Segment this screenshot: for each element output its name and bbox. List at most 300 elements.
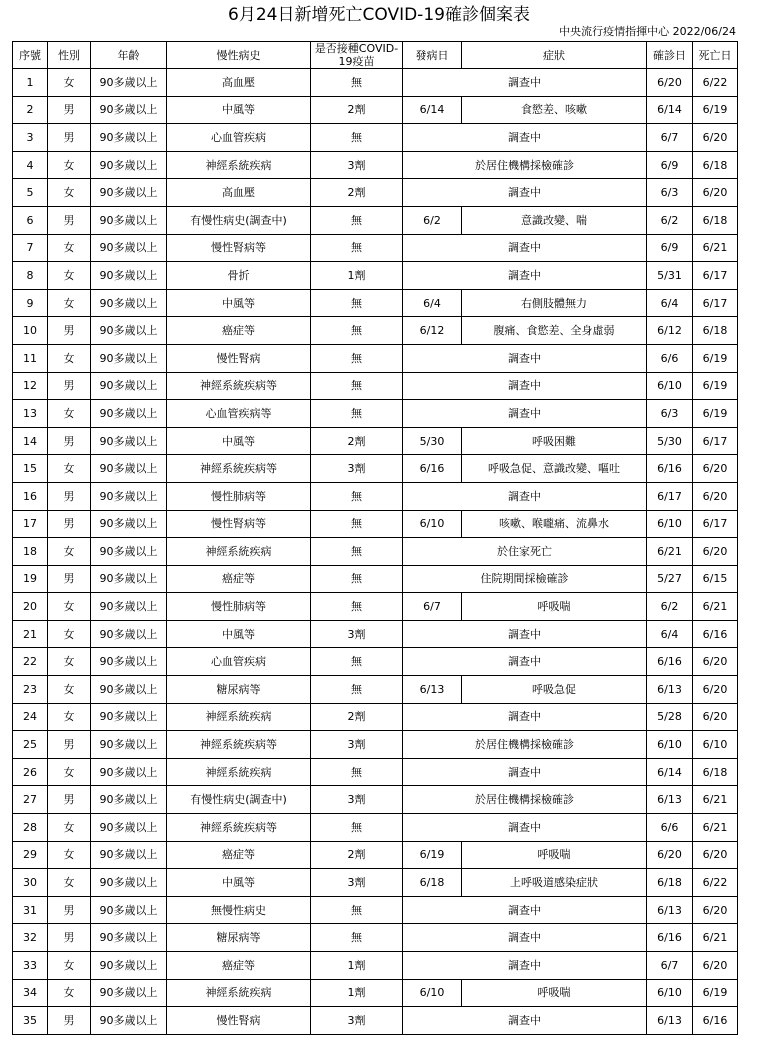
header-confirmed: 確診日 bbox=[647, 42, 693, 69]
cell-vaccine: 無 bbox=[311, 814, 403, 842]
cell-vaccine: 無 bbox=[311, 124, 403, 152]
cell-sex: 男 bbox=[48, 786, 91, 814]
cell-symptoms: 調查中 bbox=[403, 620, 647, 648]
cell-death: 6/15 bbox=[693, 565, 738, 593]
cell-confirmed: 6/10 bbox=[647, 979, 693, 1007]
cell-vaccine: 3劑 bbox=[311, 1007, 403, 1035]
cell-age: 90多歲以上 bbox=[91, 317, 167, 345]
cell-sex: 女 bbox=[48, 648, 91, 676]
cell-seq: 18 bbox=[13, 538, 48, 566]
cell-symptoms: 於居住機構採檢確診 bbox=[403, 151, 647, 179]
header-onset: 發病日 bbox=[403, 42, 462, 69]
cell-age: 90多歲以上 bbox=[91, 538, 167, 566]
header-death: 死亡日 bbox=[693, 42, 738, 69]
cell-symptoms: 調查中 bbox=[403, 179, 647, 207]
cell-confirmed: 6/17 bbox=[647, 482, 693, 510]
cell-sex: 男 bbox=[48, 96, 91, 124]
cell-onset: 6/4 bbox=[403, 289, 462, 317]
table-row bbox=[13, 1007, 738, 1035]
cell-sex: 女 bbox=[48, 400, 91, 428]
cell-vaccine: 3劑 bbox=[311, 731, 403, 759]
cell-chronic: 中風等 bbox=[167, 620, 311, 648]
cell-age: 90多歲以上 bbox=[91, 289, 167, 317]
cell-vaccine: 無 bbox=[311, 924, 403, 952]
cell-sex: 女 bbox=[48, 69, 91, 97]
cell-age: 90多歲以上 bbox=[91, 234, 167, 262]
cell-confirmed: 6/20 bbox=[647, 69, 693, 97]
cell-vaccine: 3劑 bbox=[311, 151, 403, 179]
cell-chronic: 有慢性病史(調查中) bbox=[167, 786, 311, 814]
cell-sex: 女 bbox=[48, 455, 91, 483]
cell-chronic: 無慢性病史 bbox=[167, 896, 311, 924]
cell-onset: 6/10 bbox=[403, 979, 462, 1007]
cell-vaccine: 無 bbox=[311, 482, 403, 510]
cell-death: 6/16 bbox=[693, 620, 738, 648]
cell-seq: 6 bbox=[13, 206, 48, 234]
cell-chronic: 中風等 bbox=[167, 869, 311, 897]
cell-vaccine: 1劑 bbox=[311, 262, 403, 290]
table-row bbox=[13, 676, 738, 704]
cell-sex: 女 bbox=[48, 151, 91, 179]
cell-seq: 34 bbox=[13, 979, 48, 1007]
cell-chronic: 神經系統疾病 bbox=[167, 538, 311, 566]
cell-vaccine: 無 bbox=[311, 69, 403, 97]
cell-age: 90多歲以上 bbox=[91, 482, 167, 510]
cell-onset: 6/7 bbox=[403, 593, 462, 621]
cell-death: 6/21 bbox=[693, 593, 738, 621]
cell-sex: 男 bbox=[48, 731, 91, 759]
cell-vaccine: 無 bbox=[311, 648, 403, 676]
cell-confirmed: 6/13 bbox=[647, 896, 693, 924]
cell-chronic: 慢性肺病等 bbox=[167, 593, 311, 621]
table-row bbox=[13, 262, 738, 290]
header-vaccine: 是否接種COVID-19疫苗 bbox=[311, 42, 403, 69]
cell-onset: 6/18 bbox=[403, 869, 462, 897]
cell-death: 6/22 bbox=[693, 869, 738, 897]
cell-seq: 26 bbox=[13, 758, 48, 786]
cell-chronic: 癌症等 bbox=[167, 952, 311, 980]
cell-sex: 男 bbox=[48, 427, 91, 455]
cell-symptoms: 呼吸急促 bbox=[462, 676, 647, 704]
cell-chronic: 高血壓 bbox=[167, 69, 311, 97]
cell-age: 90多歲以上 bbox=[91, 869, 167, 897]
cell-seq: 9 bbox=[13, 289, 48, 317]
cell-age: 90多歲以上 bbox=[91, 124, 167, 152]
cell-seq: 21 bbox=[13, 620, 48, 648]
cell-death: 6/19 bbox=[693, 372, 738, 400]
table-row bbox=[13, 758, 738, 786]
cell-death: 6/19 bbox=[693, 979, 738, 1007]
cell-symptoms: 調查中 bbox=[403, 814, 647, 842]
cell-confirmed: 6/6 bbox=[647, 814, 693, 842]
cell-sex: 女 bbox=[48, 593, 91, 621]
cell-age: 90多歲以上 bbox=[91, 565, 167, 593]
cell-sex: 男 bbox=[48, 510, 91, 538]
cell-confirmed: 6/4 bbox=[647, 289, 693, 317]
cell-vaccine: 無 bbox=[311, 565, 403, 593]
cell-confirmed: 6/7 bbox=[647, 124, 693, 152]
cell-death: 6/20 bbox=[693, 896, 738, 924]
cell-symptoms: 調查中 bbox=[403, 482, 647, 510]
table-row bbox=[13, 731, 738, 759]
cell-confirmed: 5/28 bbox=[647, 703, 693, 731]
cell-death: 6/18 bbox=[693, 317, 738, 345]
table-row bbox=[13, 482, 738, 510]
cell-seq: 22 bbox=[13, 648, 48, 676]
cell-confirmed: 6/3 bbox=[647, 179, 693, 207]
cell-onset: 6/14 bbox=[403, 96, 462, 124]
cell-seq: 16 bbox=[13, 482, 48, 510]
cell-symptoms: 呼吸急促、意識改變、嘔吐 bbox=[462, 455, 647, 483]
cell-confirmed: 6/13 bbox=[647, 676, 693, 704]
cell-symptoms: 調查中 bbox=[403, 924, 647, 952]
cell-death: 6/19 bbox=[693, 400, 738, 428]
cell-death: 6/17 bbox=[693, 289, 738, 317]
cell-sex: 女 bbox=[48, 620, 91, 648]
cell-death: 6/20 bbox=[693, 952, 738, 980]
cell-chronic: 中風等 bbox=[167, 427, 311, 455]
cell-age: 90多歲以上 bbox=[91, 814, 167, 842]
cell-symptoms: 腹痛、食慾差、全身虛弱 bbox=[462, 317, 647, 345]
cell-age: 90多歲以上 bbox=[91, 786, 167, 814]
cell-chronic: 神經系統疾病 bbox=[167, 758, 311, 786]
cell-confirmed: 6/4 bbox=[647, 620, 693, 648]
cell-symptoms: 調查中 bbox=[403, 648, 647, 676]
cell-confirmed: 6/13 bbox=[647, 786, 693, 814]
cell-vaccine: 2劑 bbox=[311, 96, 403, 124]
cell-symptoms: 右側肢體無力 bbox=[462, 289, 647, 317]
cell-death: 6/17 bbox=[693, 262, 738, 290]
cell-age: 90多歲以上 bbox=[91, 1007, 167, 1035]
cell-sex: 男 bbox=[48, 1007, 91, 1035]
cell-death: 6/20 bbox=[693, 648, 738, 676]
table-row bbox=[13, 703, 738, 731]
cell-seq: 11 bbox=[13, 344, 48, 372]
cell-symptoms: 調查中 bbox=[403, 896, 647, 924]
table-row bbox=[13, 841, 738, 869]
cell-chronic: 神經系統疾病等 bbox=[167, 455, 311, 483]
header-seq: 序號 bbox=[13, 42, 48, 69]
cell-death: 6/20 bbox=[693, 179, 738, 207]
cell-vaccine: 3劑 bbox=[311, 620, 403, 648]
cell-seq: 8 bbox=[13, 262, 48, 290]
cell-sex: 男 bbox=[48, 317, 91, 345]
cell-symptoms: 調查中 bbox=[403, 372, 647, 400]
cell-sex: 男 bbox=[48, 206, 91, 234]
cell-death: 6/19 bbox=[693, 344, 738, 372]
table-row bbox=[13, 786, 738, 814]
table-row bbox=[13, 565, 738, 593]
cell-death: 6/20 bbox=[693, 482, 738, 510]
cell-death: 6/17 bbox=[693, 427, 738, 455]
cell-vaccine: 3劑 bbox=[311, 455, 403, 483]
cell-age: 90多歲以上 bbox=[91, 455, 167, 483]
cell-seq: 12 bbox=[13, 372, 48, 400]
header-age: 年齡 bbox=[91, 42, 167, 69]
cell-seq: 14 bbox=[13, 427, 48, 455]
cell-seq: 10 bbox=[13, 317, 48, 345]
cell-age: 90多歲以上 bbox=[91, 262, 167, 290]
cell-chronic: 糖尿病等 bbox=[167, 676, 311, 704]
cell-symptoms: 呼吸喘 bbox=[462, 979, 647, 1007]
cell-age: 90多歲以上 bbox=[91, 620, 167, 648]
table-row bbox=[13, 151, 738, 179]
cell-seq: 35 bbox=[13, 1007, 48, 1035]
cell-death: 6/18 bbox=[693, 151, 738, 179]
case-table-body bbox=[13, 69, 738, 1035]
cell-symptoms: 調查中 bbox=[403, 69, 647, 97]
cell-death: 6/21 bbox=[693, 786, 738, 814]
cell-symptoms: 調查中 bbox=[403, 1007, 647, 1035]
cell-sex: 女 bbox=[48, 538, 91, 566]
cell-chronic: 神經系統疾病 bbox=[167, 151, 311, 179]
cell-death: 6/16 bbox=[693, 1007, 738, 1035]
cell-sex: 男 bbox=[48, 896, 91, 924]
cell-sex: 女 bbox=[48, 979, 91, 1007]
table-row bbox=[13, 317, 738, 345]
cell-chronic: 癌症等 bbox=[167, 841, 311, 869]
cell-chronic: 神經系統疾病等 bbox=[167, 814, 311, 842]
case-table bbox=[12, 41, 738, 1035]
cell-sex: 女 bbox=[48, 344, 91, 372]
table-row bbox=[13, 234, 738, 262]
cell-seq: 29 bbox=[13, 841, 48, 869]
cell-symptoms: 調查中 bbox=[403, 234, 647, 262]
cell-symptoms: 調查中 bbox=[403, 400, 647, 428]
cell-chronic: 慢性肺病等 bbox=[167, 482, 311, 510]
cell-symptoms: 意識改變、喘 bbox=[462, 206, 647, 234]
cell-sex: 女 bbox=[48, 234, 91, 262]
cell-sex: 男 bbox=[48, 565, 91, 593]
cell-seq: 20 bbox=[13, 593, 48, 621]
cell-confirmed: 6/12 bbox=[647, 317, 693, 345]
cell-chronic: 心血管疾病等 bbox=[167, 400, 311, 428]
cell-sex: 男 bbox=[48, 372, 91, 400]
cell-sex: 女 bbox=[48, 841, 91, 869]
table-row bbox=[13, 924, 738, 952]
cell-seq: 25 bbox=[13, 731, 48, 759]
cell-age: 90多歲以上 bbox=[91, 206, 167, 234]
cell-symptoms: 食慾差、咳嗽 bbox=[462, 96, 647, 124]
cell-onset: 6/13 bbox=[403, 676, 462, 704]
cell-onset: 5/30 bbox=[403, 427, 462, 455]
cell-vaccine: 無 bbox=[311, 234, 403, 262]
cell-sex: 女 bbox=[48, 179, 91, 207]
cell-vaccine: 無 bbox=[311, 206, 403, 234]
cell-sex: 女 bbox=[48, 289, 91, 317]
cell-symptoms: 調查中 bbox=[403, 758, 647, 786]
cell-vaccine: 無 bbox=[311, 317, 403, 345]
cell-death: 6/20 bbox=[693, 538, 738, 566]
cell-seq: 2 bbox=[13, 96, 48, 124]
cell-vaccine: 2劑 bbox=[311, 703, 403, 731]
cell-symptoms: 呼吸喘 bbox=[462, 593, 647, 621]
cell-symptoms: 住院期間採檢確診 bbox=[403, 565, 647, 593]
table-row bbox=[13, 124, 738, 152]
cell-vaccine: 無 bbox=[311, 538, 403, 566]
cell-age: 90多歲以上 bbox=[91, 841, 167, 869]
cell-chronic: 心血管疾病 bbox=[167, 124, 311, 152]
cell-vaccine: 2劑 bbox=[311, 841, 403, 869]
table-row bbox=[13, 593, 738, 621]
table-row bbox=[13, 69, 738, 97]
cell-sex: 女 bbox=[48, 814, 91, 842]
cell-age: 90多歲以上 bbox=[91, 896, 167, 924]
cell-sex: 女 bbox=[48, 676, 91, 704]
cell-age: 90多歲以上 bbox=[91, 151, 167, 179]
cell-seq: 1 bbox=[13, 69, 48, 97]
cell-sex: 女 bbox=[48, 262, 91, 290]
cell-age: 90多歲以上 bbox=[91, 593, 167, 621]
cell-vaccine: 無 bbox=[311, 896, 403, 924]
cell-death: 6/18 bbox=[693, 206, 738, 234]
cell-death: 6/19 bbox=[693, 96, 738, 124]
cell-symptoms: 呼吸困難 bbox=[462, 427, 647, 455]
cell-seq: 4 bbox=[13, 151, 48, 179]
cell-confirmed: 6/13 bbox=[647, 1007, 693, 1035]
cell-chronic: 慢性腎病 bbox=[167, 344, 311, 372]
cell-death: 6/17 bbox=[693, 510, 738, 538]
cell-confirmed: 6/7 bbox=[647, 952, 693, 980]
cell-death: 6/20 bbox=[693, 455, 738, 483]
cell-chronic: 骨折 bbox=[167, 262, 311, 290]
cell-chronic: 高血壓 bbox=[167, 179, 311, 207]
cell-onset: 6/12 bbox=[403, 317, 462, 345]
cell-sex: 女 bbox=[48, 758, 91, 786]
cell-confirmed: 6/10 bbox=[647, 510, 693, 538]
cell-seq: 23 bbox=[13, 676, 48, 704]
cell-death: 6/20 bbox=[693, 124, 738, 152]
header-symptoms: 症狀 bbox=[462, 42, 647, 69]
cell-seq: 33 bbox=[13, 952, 48, 980]
cell-age: 90多歲以上 bbox=[91, 731, 167, 759]
table-row bbox=[13, 344, 738, 372]
cell-confirmed: 6/6 bbox=[647, 344, 693, 372]
cell-sex: 男 bbox=[48, 124, 91, 152]
cell-chronic: 慢性腎病 bbox=[167, 1007, 311, 1035]
cell-onset: 6/10 bbox=[403, 510, 462, 538]
cell-vaccine: 無 bbox=[311, 344, 403, 372]
cell-death: 6/21 bbox=[693, 924, 738, 952]
cell-seq: 28 bbox=[13, 814, 48, 842]
cell-chronic: 慢性腎病等 bbox=[167, 510, 311, 538]
cell-death: 6/10 bbox=[693, 731, 738, 759]
cell-chronic: 中風等 bbox=[167, 289, 311, 317]
table-row bbox=[13, 289, 738, 317]
table-row bbox=[13, 814, 738, 842]
cell-death: 6/18 bbox=[693, 758, 738, 786]
cell-chronic: 慢性腎病等 bbox=[167, 234, 311, 262]
cell-age: 90多歲以上 bbox=[91, 648, 167, 676]
cell-vaccine: 3劑 bbox=[311, 869, 403, 897]
table-row bbox=[13, 648, 738, 676]
cell-death: 6/20 bbox=[693, 841, 738, 869]
cell-confirmed: 5/31 bbox=[647, 262, 693, 290]
cell-age: 90多歲以上 bbox=[91, 179, 167, 207]
cell-age: 90多歲以上 bbox=[91, 96, 167, 124]
cell-symptoms: 調查中 bbox=[403, 262, 647, 290]
cell-chronic: 糖尿病等 bbox=[167, 924, 311, 952]
cell-sex: 女 bbox=[48, 952, 91, 980]
cell-onset: 6/2 bbox=[403, 206, 462, 234]
cell-age: 90多歲以上 bbox=[91, 979, 167, 1007]
cell-symptoms: 調查中 bbox=[403, 124, 647, 152]
cell-age: 90多歲以上 bbox=[91, 69, 167, 97]
table-row bbox=[13, 96, 738, 124]
cell-confirmed: 6/20 bbox=[647, 841, 693, 869]
table-row bbox=[13, 455, 738, 483]
cell-death: 6/21 bbox=[693, 234, 738, 262]
cell-age: 90多歲以上 bbox=[91, 427, 167, 455]
cell-seq: 30 bbox=[13, 869, 48, 897]
cell-seq: 27 bbox=[13, 786, 48, 814]
cell-symptoms: 咳嗽、喉嚨痛、流鼻水 bbox=[462, 510, 647, 538]
cell-age: 90多歲以上 bbox=[91, 676, 167, 704]
cell-symptoms: 調查中 bbox=[403, 703, 647, 731]
cell-seq: 24 bbox=[13, 703, 48, 731]
table-row bbox=[13, 869, 738, 897]
cell-age: 90多歲以上 bbox=[91, 400, 167, 428]
cell-vaccine: 無 bbox=[311, 593, 403, 621]
table-row bbox=[13, 979, 738, 1007]
table-row bbox=[13, 427, 738, 455]
page-title: 6月24日新增死亡COVID-19確診個案表 bbox=[228, 5, 530, 25]
cell-vaccine: 無 bbox=[311, 289, 403, 317]
cell-confirmed: 5/30 bbox=[647, 427, 693, 455]
cell-symptoms: 於居住機構採檢確診 bbox=[403, 786, 647, 814]
table-row bbox=[13, 400, 738, 428]
table-row bbox=[13, 179, 738, 207]
cell-chronic: 神經系統疾病 bbox=[167, 703, 311, 731]
source-date: 中央流行疫情指揮中心 2022/06/24 bbox=[559, 25, 736, 38]
cell-age: 90多歲以上 bbox=[91, 924, 167, 952]
cell-confirmed: 6/9 bbox=[647, 234, 693, 262]
table-row bbox=[13, 952, 738, 980]
cell-sex: 男 bbox=[48, 482, 91, 510]
cell-confirmed: 6/10 bbox=[647, 372, 693, 400]
cell-death: 6/20 bbox=[693, 676, 738, 704]
cell-chronic: 心血管疾病 bbox=[167, 648, 311, 676]
cell-confirmed: 6/16 bbox=[647, 924, 693, 952]
cell-sex: 男 bbox=[48, 924, 91, 952]
table-row bbox=[13, 538, 738, 566]
cell-seq: 32 bbox=[13, 924, 48, 952]
cell-age: 90多歲以上 bbox=[91, 703, 167, 731]
cell-chronic: 神經系統疾病 bbox=[167, 979, 311, 1007]
cell-chronic: 癌症等 bbox=[167, 565, 311, 593]
cell-seq: 15 bbox=[13, 455, 48, 483]
cell-symptoms: 於居住機構採檢確診 bbox=[403, 731, 647, 759]
cell-sex: 女 bbox=[48, 703, 91, 731]
cell-death: 6/21 bbox=[693, 814, 738, 842]
table-row bbox=[13, 372, 738, 400]
cell-confirmed: 6/14 bbox=[647, 96, 693, 124]
cell-age: 90多歲以上 bbox=[91, 758, 167, 786]
cell-vaccine: 無 bbox=[311, 676, 403, 704]
cell-sex: 女 bbox=[48, 869, 91, 897]
cell-symptoms: 上呼吸道感染症狀 bbox=[462, 869, 647, 897]
cell-confirmed: 6/21 bbox=[647, 538, 693, 566]
cell-vaccine: 無 bbox=[311, 510, 403, 538]
cell-age: 90多歲以上 bbox=[91, 344, 167, 372]
header-row bbox=[13, 42, 738, 69]
cell-seq: 5 bbox=[13, 179, 48, 207]
cell-chronic: 神經系統疾病等 bbox=[167, 372, 311, 400]
cell-chronic: 神經系統疾病等 bbox=[167, 731, 311, 759]
cell-seq: 3 bbox=[13, 124, 48, 152]
cell-confirmed: 6/14 bbox=[647, 758, 693, 786]
cell-confirmed: 6/16 bbox=[647, 648, 693, 676]
